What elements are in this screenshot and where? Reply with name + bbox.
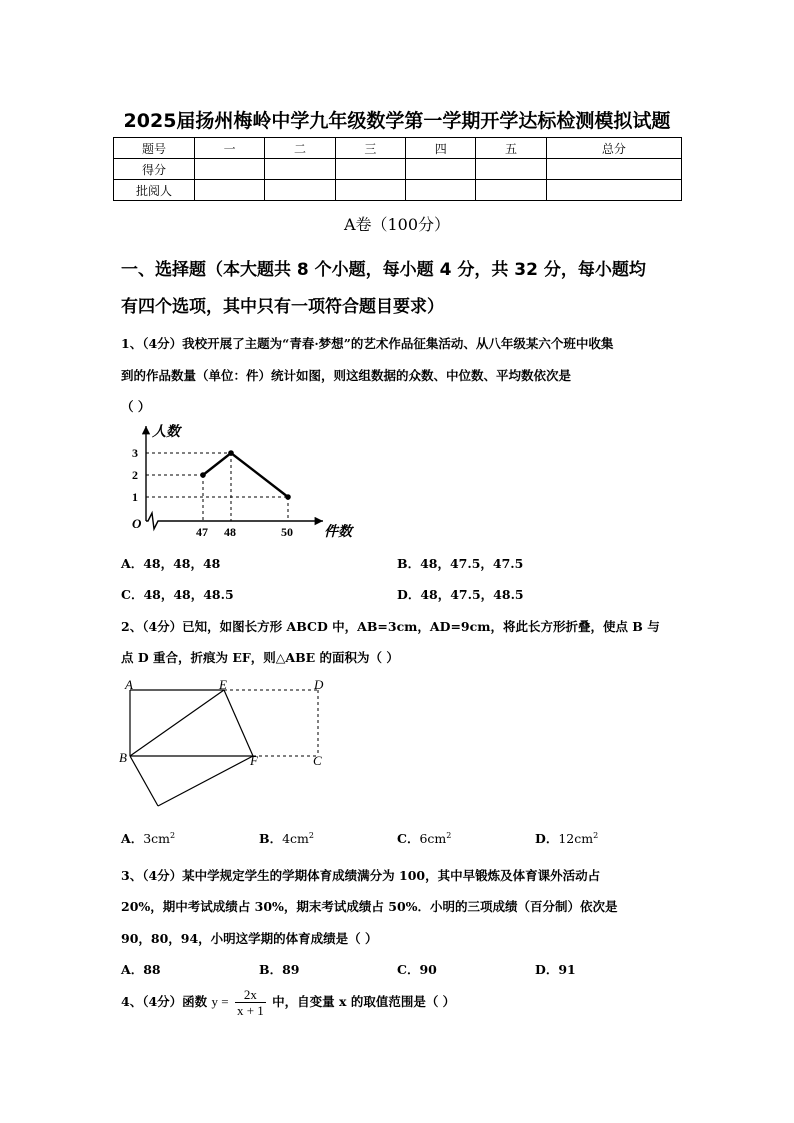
q4-function-lhs: y = xyxy=(211,994,229,1009)
score-cell xyxy=(406,159,476,180)
q1-option-c: C．48，48，48.5 xyxy=(121,587,234,602)
q1-option-b: B．48，47.5，47.5 xyxy=(397,556,524,571)
x-axis-label: 件数 xyxy=(324,525,352,540)
q2-option-d xyxy=(535,829,598,847)
q3-option-b: B．89 xyxy=(259,962,300,977)
y-tick-label: 3 xyxy=(132,446,138,460)
section-heading-line1: 一、选择题（本大题共 8 个小题，每小题 4 分，共 32 分，每小题均 xyxy=(121,260,646,280)
q1-text-line2: 到的作品数量（单位：件）统计如图，则这组数据的众数、中位数、平均数依次是 xyxy=(121,368,572,383)
y-tick-label: 2 xyxy=(132,468,138,482)
section-heading-line2: 有四个选项，其中只有一项符合题目要求） xyxy=(121,297,444,317)
score-cell xyxy=(265,159,335,180)
q1-text-line3: （ ） xyxy=(121,399,151,414)
score-table-row xyxy=(114,180,682,201)
score-cell: 二 xyxy=(265,138,335,159)
q1-line-chart xyxy=(118,420,368,545)
q2-option-c xyxy=(397,829,451,847)
label-b: B xyxy=(119,750,127,765)
q2-text-line1: 2、（4分）已知，如图长方形 ABCD 中，AB=3cm，AD=9cm，将此长方形折叠，使点 B 与 xyxy=(121,619,660,634)
q3-option-d: D．91 xyxy=(535,962,576,977)
q4-denominator: x + 1 xyxy=(236,1003,264,1018)
q4-suffix: 中，自变量 x 的取值范围是（ ） xyxy=(272,994,456,1009)
y-tick-label: 1 xyxy=(132,490,138,504)
option-value: 6cm xyxy=(419,831,447,846)
q3-text-line3: 90，80，94，小明这学期的体育成绩是（ ） xyxy=(121,931,378,946)
q3-text-line2: 20%，期中考试成绩占 30%，期末考试成绩占 50%．小明的三项成绩（百分制）依次是 xyxy=(121,899,618,914)
score-cell: 三 xyxy=(335,138,405,159)
q3-option-c: C．90 xyxy=(397,962,437,977)
score-cell xyxy=(546,180,681,201)
score-cell xyxy=(406,180,476,201)
option-value: 4cm xyxy=(282,831,309,846)
option-value: 12cm xyxy=(558,831,594,846)
score-cell xyxy=(195,159,265,180)
score-table xyxy=(113,137,682,201)
q1-option-d: D．48，47.5，48.5 xyxy=(397,587,524,602)
label-d: D xyxy=(314,677,324,692)
score-cell xyxy=(335,159,405,180)
score-cell: 题号 xyxy=(114,138,195,159)
score-cell: 总分 xyxy=(546,138,681,159)
score-cell xyxy=(335,180,405,201)
score-cell xyxy=(195,180,265,201)
y-axis-label: 人数 xyxy=(152,425,180,440)
score-cell: 批阅人 xyxy=(114,180,195,201)
label-f: F xyxy=(250,753,258,768)
option-letter: C． xyxy=(397,831,420,846)
score-cell: 四 xyxy=(406,138,476,159)
q2-option-b xyxy=(259,829,314,847)
score-cell: 五 xyxy=(476,138,546,159)
data-point xyxy=(228,450,234,456)
q4-numerator: 2x xyxy=(235,987,266,1003)
score-cell xyxy=(476,180,546,201)
q4-prefix: 4、（4分）函数 xyxy=(121,994,208,1009)
q3-text-line1: 3、（4分）某中学规定学生的学期体育成绩满分为 100，其中早锻炼及体育课外活动占 xyxy=(121,868,601,883)
x-tick-label: 50 xyxy=(281,525,293,539)
q1-text-line1: 1、（4分）我校开展了主题为“青春·梦想”的艺术作品征集活动、从八年级某六个班中收集 xyxy=(121,336,614,351)
data-point xyxy=(285,494,291,500)
score-cell: 得分 xyxy=(114,159,195,180)
score-cell xyxy=(265,180,335,201)
score-table-header xyxy=(114,138,682,159)
score-table-row xyxy=(114,159,682,180)
label-a: A xyxy=(125,677,133,692)
q2-rectangle-figure xyxy=(116,674,336,814)
q2-option-a xyxy=(121,829,175,847)
q2-text-line2: 点 D 重合，折痕为 EF，则△ABE 的面积为（ ） xyxy=(121,650,399,665)
label-e: E xyxy=(219,677,227,692)
score-cell: 一 xyxy=(195,138,265,159)
score-cell xyxy=(476,159,546,180)
label-c: C xyxy=(313,753,322,768)
x-tick-label: 48 xyxy=(224,525,236,539)
option-exponent: 2 xyxy=(593,830,599,840)
option-exponent: 2 xyxy=(308,830,314,840)
score-cell xyxy=(546,159,681,180)
option-letter: A． xyxy=(121,831,144,846)
option-exponent: 2 xyxy=(170,830,176,840)
q1-option-a: A．48，48，48 xyxy=(121,556,221,571)
data-point xyxy=(200,472,206,478)
q4-text xyxy=(121,985,455,1019)
option-value: 3cm xyxy=(143,831,171,846)
exam-title: 2025届扬州梅岭中学九年级数学第一学期开学达标检测模拟试题 xyxy=(123,110,671,132)
q3-option-a: A．88 xyxy=(121,962,161,977)
option-exponent: 2 xyxy=(446,830,452,840)
option-letter: B． xyxy=(259,831,283,846)
section-subtitle: A卷（100分） xyxy=(343,215,451,234)
q4-fraction xyxy=(235,987,266,1018)
option-letter: D． xyxy=(535,831,559,846)
origin-label: O xyxy=(132,516,142,531)
x-tick-label: 47 xyxy=(196,525,208,539)
data-line xyxy=(203,453,288,497)
